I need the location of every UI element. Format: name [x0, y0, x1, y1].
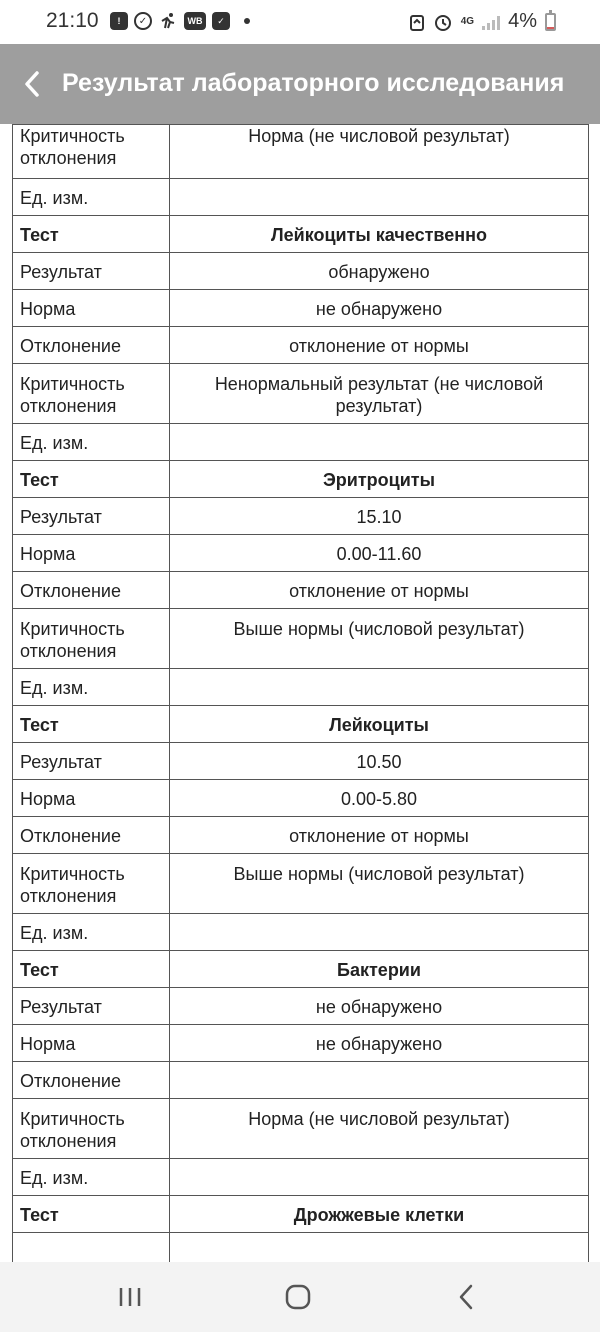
table-row — [13, 572, 589, 609]
row-value: не обнаружено — [170, 290, 589, 327]
chevron-left-icon — [22, 70, 42, 98]
row-label: Отклонение — [13, 572, 170, 609]
row-label: Критичность отклонения — [13, 1099, 170, 1159]
results-table — [12, 124, 589, 1262]
row-value — [170, 1233, 589, 1263]
row-value — [170, 1062, 589, 1099]
row-label: Результат — [13, 743, 170, 780]
row-label: Тест — [13, 461, 170, 498]
table-row — [13, 914, 589, 951]
row-value: Норма (не числовой результат) — [170, 1099, 589, 1159]
row-value: отклонение от нормы — [170, 817, 589, 854]
table-row — [13, 253, 589, 290]
row-label: Отклонение — [13, 1062, 170, 1099]
row-label: Отклонение — [13, 327, 170, 364]
battery-percent: 4% — [508, 10, 537, 32]
row-value — [170, 179, 589, 216]
runner-icon — [158, 11, 178, 31]
row-label: Ед. изм. — [13, 669, 170, 706]
back-nav-button[interactable] — [446, 1280, 486, 1314]
table-row — [13, 179, 589, 216]
row-label — [13, 1233, 170, 1263]
status-bar — [0, 0, 600, 44]
home-icon — [285, 1284, 311, 1310]
row-label: Критичность отклонения — [13, 364, 170, 424]
table-row — [13, 327, 589, 364]
test-name: Дрожжевые клетки — [170, 1196, 589, 1233]
status-system-icons — [409, 10, 556, 33]
row-label: Результат — [13, 988, 170, 1025]
page-title: Результат лабораторного исследования — [62, 69, 565, 97]
table-row — [13, 988, 589, 1025]
row-value: Выше нормы (числовой результат) — [170, 609, 589, 669]
row-value: 10.50 — [170, 743, 589, 780]
row-label: Результат — [13, 253, 170, 290]
test-header-row — [13, 951, 589, 988]
row-label: Ед. изм. — [13, 179, 170, 216]
alarm-icon — [433, 12, 453, 32]
battery-icon — [545, 13, 556, 31]
test-header-row — [13, 1196, 589, 1233]
row-label: Норма — [13, 535, 170, 572]
status-time: 21:10 — [46, 9, 99, 32]
test-header-row — [13, 216, 589, 253]
more-dot-icon — [244, 18, 250, 24]
check-circle-icon: ✓ — [134, 12, 152, 30]
row-label: Тест — [13, 706, 170, 743]
row-value: отклонение от нормы — [170, 572, 589, 609]
row-value — [170, 914, 589, 951]
row-label: Норма — [13, 1025, 170, 1062]
row-label: Результат — [13, 498, 170, 535]
test-header-row — [13, 706, 589, 743]
row-label: Отклонение — [13, 817, 170, 854]
test-header-row — [13, 461, 589, 498]
table-row — [13, 854, 589, 914]
test-name: Эритроциты — [170, 461, 589, 498]
test-name: Лейкоциты качественно — [170, 216, 589, 253]
network-type: 4G — [460, 16, 475, 27]
app-bar — [0, 44, 600, 124]
row-label: Ед. изм. — [13, 1159, 170, 1196]
table-row — [13, 125, 589, 179]
row-value: Норма (не числовой результат) — [170, 125, 589, 179]
row-value: не обнаружено — [170, 1025, 589, 1062]
table-row — [13, 609, 589, 669]
back-nav-icon — [457, 1284, 475, 1310]
row-value: 0.00-5.80 — [170, 780, 589, 817]
row-label: Критичность отклонения — [13, 854, 170, 914]
table-row — [13, 669, 589, 706]
row-label: Норма — [13, 780, 170, 817]
system-nav-bar — [0, 1262, 600, 1332]
recycle-icon — [409, 12, 425, 32]
wb-app-icon: WB — [184, 12, 206, 30]
table-row — [13, 498, 589, 535]
row-label: Критичность отклонения — [13, 125, 170, 179]
signal-icon — [482, 14, 500, 30]
results-scroll-area[interactable] — [12, 124, 589, 1262]
back-button[interactable] — [14, 64, 50, 104]
row-value: 15.10 — [170, 498, 589, 535]
checkbox-icon: ✓ — [212, 12, 230, 30]
table-row — [13, 424, 589, 461]
row-value: 0.00-11.60 — [170, 535, 589, 572]
test-name: Лейкоциты — [170, 706, 589, 743]
row-value: отклонение от нормы — [170, 327, 589, 364]
table-row — [13, 1233, 589, 1263]
table-row — [13, 1025, 589, 1062]
row-label: Тест — [13, 216, 170, 253]
recent-apps-button[interactable] — [110, 1280, 150, 1314]
row-label: Критичность отклонения — [13, 609, 170, 669]
row-value — [170, 1159, 589, 1196]
row-value: Выше нормы (числовой результат) — [170, 854, 589, 914]
row-label: Ед. изм. — [13, 424, 170, 461]
row-value — [170, 424, 589, 461]
recent-apps-icon — [118, 1286, 142, 1308]
home-button[interactable] — [278, 1280, 318, 1314]
table-row — [13, 535, 589, 572]
table-row — [13, 780, 589, 817]
sim-alert-icon: ! — [110, 12, 128, 30]
table-row — [13, 817, 589, 854]
table-row — [13, 290, 589, 327]
table-row — [13, 743, 589, 780]
status-notification-icons — [110, 11, 250, 31]
table-row — [13, 1159, 589, 1196]
row-label: Тест — [13, 951, 170, 988]
table-row — [13, 1099, 589, 1159]
row-value: Ненормальный результат (не числовой результат) — [170, 364, 589, 424]
row-value — [170, 669, 589, 706]
test-name: Бактерии — [170, 951, 589, 988]
table-row — [13, 364, 589, 424]
row-label: Ед. изм. — [13, 914, 170, 951]
row-label: Тест — [13, 1196, 170, 1233]
table-row — [13, 1062, 589, 1099]
row-value: не обнаружено — [170, 988, 589, 1025]
row-value: обнаружено — [170, 253, 589, 290]
row-label: Норма — [13, 290, 170, 327]
